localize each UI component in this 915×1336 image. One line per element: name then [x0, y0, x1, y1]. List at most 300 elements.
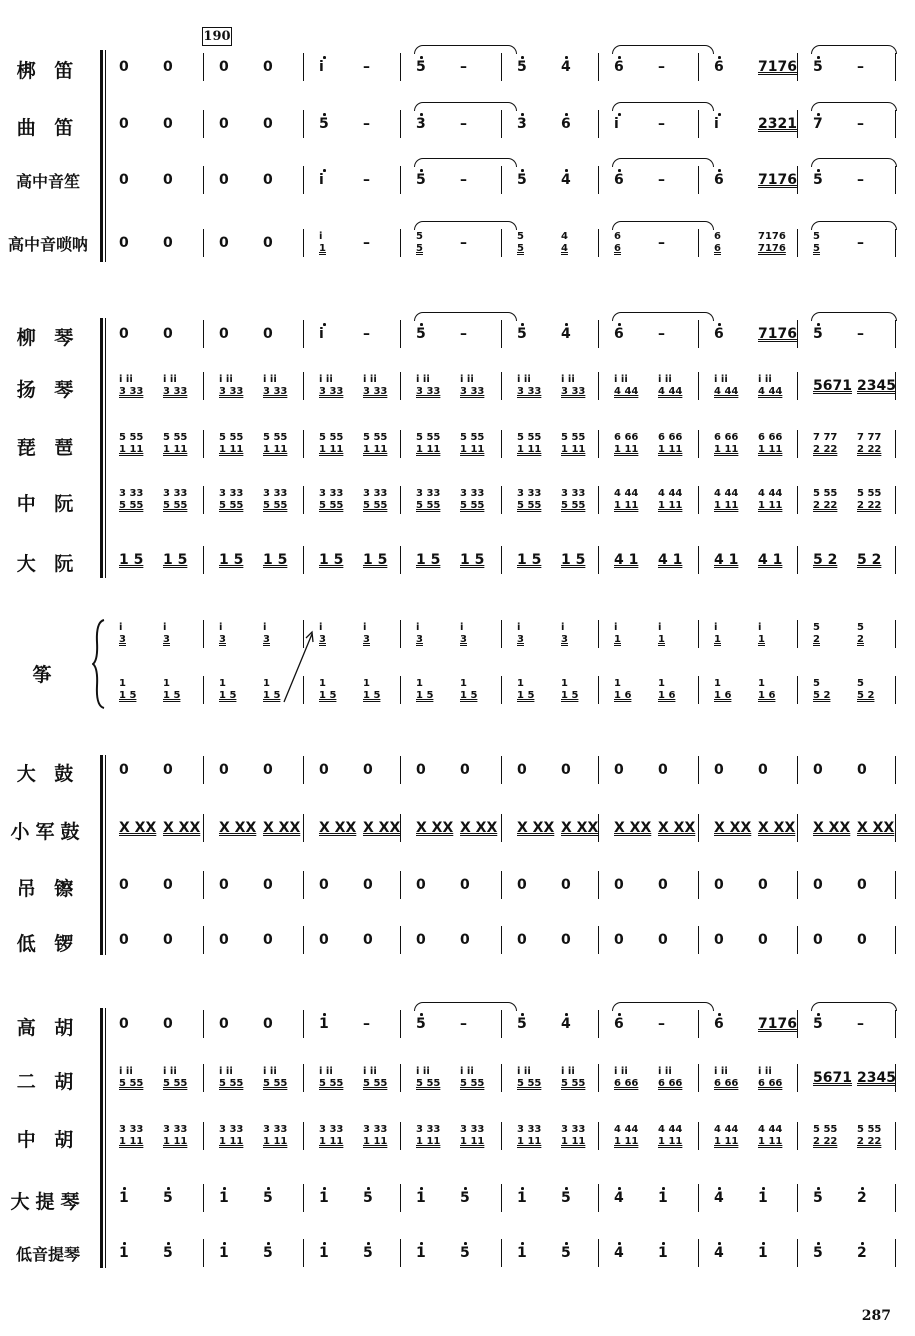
diluo-m5-b1-note: 0	[658, 932, 668, 948]
daruan-m5-b0-note: 4 1	[614, 552, 639, 568]
zheng_top-m3-b0-upper: i	[416, 622, 420, 633]
sheng-m4-b0-note: 5	[517, 172, 527, 188]
zheng_bot-m1-b1-lower: 1 5	[263, 690, 281, 701]
liuqin-m4-b0-octave-dot	[521, 323, 524, 326]
erhu-m4-b1-upper: i ii	[561, 1066, 575, 1077]
sheng-m5-b1-note: –	[658, 172, 665, 188]
zhonghu-m7-b1-lower: 2 22	[857, 1136, 882, 1147]
zhonghu-m2-b0-lower: 1 11	[319, 1136, 344, 1147]
datiqin-m5-b0-octave-dot	[618, 1187, 621, 1190]
zheng_top-m2-b0-upper: i	[319, 622, 323, 633]
barline	[203, 166, 204, 194]
liuqin-m5-b0-note: 6	[614, 326, 624, 342]
yangqin-m7-b0-note: 5671	[813, 378, 852, 394]
barline	[303, 486, 304, 514]
gaohu-m5-b0-note: 6	[614, 1016, 624, 1032]
barline	[797, 320, 798, 348]
daruan-m6-b0-note: 4 1	[714, 552, 739, 568]
barline	[501, 676, 502, 704]
gaohu-m4-b0-note: 5	[517, 1016, 527, 1032]
barline	[203, 926, 204, 954]
qudi-m6-b0-octave-dot	[718, 113, 721, 116]
barline	[598, 1010, 599, 1038]
diyintiqin-m3-b1-octave-dot	[464, 1242, 467, 1245]
diyintiqin-m5-b1-octave-dot	[662, 1242, 665, 1245]
datiqin-m4-b0-octave-dot	[521, 1187, 524, 1190]
zhongruan-m6-b0-upper: 4 44	[714, 488, 739, 499]
gaohu-m3-b0-note: 5	[416, 1016, 426, 1032]
barline	[797, 53, 798, 81]
barline	[698, 372, 699, 400]
barline	[501, 1010, 502, 1038]
barline	[303, 229, 304, 257]
bangdi-m3-b0-note: 5	[416, 59, 426, 75]
diluo-m7-b0-note: 0	[813, 932, 823, 948]
tie-slur	[612, 158, 714, 167]
erhu-m5-b0-upper: i ii	[614, 1066, 628, 1077]
diluo-m1-b1-note: 0	[263, 932, 273, 948]
erhu-m1-b0-lower: 5 55	[219, 1078, 244, 1089]
dagu-m4-b0-note: 0	[517, 762, 527, 778]
yangqin-m4-b1-upper: i ii	[561, 374, 575, 385]
xiaojungu-m2-b0-note: X XX	[319, 820, 357, 836]
bangdi-m2-b0-note: i	[319, 59, 324, 75]
barline	[797, 229, 798, 257]
erhu-m5-b1-lower: 6 66	[658, 1078, 683, 1089]
barline	[400, 756, 401, 784]
datiqin-m6-b1-octave-dot	[762, 1187, 765, 1190]
barline	[895, 229, 896, 257]
liuqin-m7-b0-octave-dot	[817, 323, 820, 326]
zheng_bot-m5-b1-lower: 1 6	[658, 690, 676, 701]
bangdi-m4-b1-octave-dot	[565, 56, 568, 59]
gaohu-m2-b0-octave-dot	[323, 1013, 326, 1016]
barline	[203, 110, 204, 138]
erhu-m3-b1-lower: 5 55	[460, 1078, 485, 1089]
barline	[400, 430, 401, 458]
zhongruan-m1-b0-upper: 3 33	[219, 488, 244, 499]
glissando-arrow	[280, 628, 320, 708]
sheng-m7-b0-octave-dot	[817, 169, 820, 172]
barline	[895, 756, 896, 784]
bangdi-m1-b1-note: 0	[263, 59, 273, 75]
bangdi-m7-b1-note: –	[857, 59, 864, 75]
yangqin-m3-b0-upper: i ii	[416, 374, 430, 385]
yangqin-m2-b0-lower: 3 33	[319, 386, 344, 397]
pipa-m4-b0-upper: 5 55	[517, 432, 542, 443]
gaohu-m7-b1-note: –	[857, 1016, 864, 1032]
sheng-m0-b0-note: 0	[119, 172, 129, 188]
instrument-label-gaohu: 高 胡	[16, 1017, 80, 1039]
yangqin-m3-b1-lower: 3 33	[460, 386, 485, 397]
pipa-m5-b0-lower: 1 11	[614, 444, 639, 455]
qudi-m1-b0-note: 0	[219, 116, 229, 132]
qudi-m1-b1-note: 0	[263, 116, 273, 132]
zhongruan-m3-b1-upper: 3 33	[460, 488, 485, 499]
qudi-m4-b1-note: 6	[561, 116, 571, 132]
instrument-label-diaocha: 吊 镲	[16, 878, 80, 900]
zhongruan-m4-b1-lower: 5 55	[561, 500, 586, 511]
zheng_bot-m7-b0-upper: 5	[813, 678, 820, 689]
diaocha-m3-b1-note: 0	[460, 877, 470, 893]
barline	[598, 756, 599, 784]
diluo-m1-b0-note: 0	[219, 932, 229, 948]
sheng-m4-b1-note: 4	[561, 172, 571, 188]
diaocha-m5-b0-note: 0	[614, 877, 624, 893]
daruan-m2-b1-note: 1 5	[363, 552, 388, 568]
suona-m5-b0-lower: 6	[614, 243, 621, 254]
zheng_top-m4-b0-upper: i	[517, 622, 521, 633]
zheng_top-m5-b0-lower: 1	[614, 634, 621, 645]
zheng_top-m6-b1-lower: 1	[758, 634, 765, 645]
barline	[797, 1239, 798, 1267]
instrument-label-erhu: 二 胡	[16, 1071, 80, 1093]
tie-slur	[811, 221, 897, 230]
gaohu-m7-b0-octave-dot	[817, 1013, 820, 1016]
erhu-m3-b0-lower: 5 55	[416, 1078, 441, 1089]
diyintiqin-m2-b0-note: 1	[319, 1245, 329, 1261]
barline	[698, 620, 699, 648]
zhonghu-m3-b1-upper: 3 33	[460, 1124, 485, 1135]
qudi-m7-b0-note: 7	[813, 116, 823, 132]
diyintiqin-m1-b1-octave-dot	[267, 1242, 270, 1245]
diaocha-m4-b0-note: 0	[517, 877, 527, 893]
barline	[698, 871, 699, 899]
sheng-m3-b1-note: –	[460, 172, 467, 188]
barline	[598, 110, 599, 138]
barline	[895, 1122, 896, 1150]
pipa-m3-b1-lower: 1 11	[460, 444, 485, 455]
zheng_bot-m1-b1-upper: 1	[263, 678, 270, 689]
qudi-m2-b0-note: 5	[319, 116, 329, 132]
dagu-m3-b1-note: 0	[460, 762, 470, 778]
barline	[501, 620, 502, 648]
barline	[598, 620, 599, 648]
barline	[400, 320, 401, 348]
bangdi-m5-b1-note: –	[658, 59, 665, 75]
barline	[400, 1122, 401, 1150]
barline	[203, 620, 204, 648]
barline	[895, 676, 896, 704]
datiqin-m1-b0-octave-dot	[223, 1187, 226, 1190]
instrument-label-bangdi: 梆 笛	[16, 60, 80, 82]
barline	[400, 166, 401, 194]
zheng_bot-m4-b0-upper: 1	[517, 678, 524, 689]
zheng_top-m7-b1-upper: 5	[857, 622, 864, 633]
diaocha-m7-b0-note: 0	[813, 877, 823, 893]
erhu-m0-b0-lower: 5 55	[119, 1078, 144, 1089]
zheng_bot-m4-b1-lower: 1 5	[561, 690, 579, 701]
page-number: 287	[861, 1308, 891, 1324]
xiaojungu-m3-b0-note: X XX	[416, 820, 454, 836]
barline	[797, 430, 798, 458]
diaocha-m6-b0-note: 0	[714, 877, 724, 893]
barline	[598, 320, 599, 348]
yangqin-m4-b0-lower: 3 33	[517, 386, 542, 397]
barline	[203, 372, 204, 400]
suona-m0-b0-note: 0	[119, 235, 129, 251]
instrument-label-xiaojungu: 小军鼓	[10, 821, 86, 843]
yangqin-m3-b1-upper: i ii	[460, 374, 474, 385]
liuqin-m3-b0-octave-dot	[420, 323, 423, 326]
zheng_bot-m5-b1-upper: 1	[658, 678, 665, 689]
datiqin-m5-b1-octave-dot	[662, 1187, 665, 1190]
zhongruan-m0-b0-upper: 3 33	[119, 488, 144, 499]
barline	[203, 546, 204, 574]
erhu-m0-b0-upper: i ii	[119, 1066, 133, 1077]
gaohu-m4-b0-octave-dot	[521, 1013, 524, 1016]
barline	[698, 1184, 699, 1212]
zhonghu-m1-b1-upper: 3 33	[263, 1124, 288, 1135]
barline	[895, 1184, 896, 1212]
zheng_bot-m7-b1-upper: 5	[857, 678, 864, 689]
diyintiqin-m6-b0-note: 4	[714, 1245, 724, 1261]
datiqin-m3-b0-octave-dot	[420, 1187, 423, 1190]
zhonghu-m7-b0-lower: 2 22	[813, 1136, 838, 1147]
barline	[895, 926, 896, 954]
barline	[895, 430, 896, 458]
liuqin-m6-b0-octave-dot	[718, 323, 721, 326]
yangqin-m2-b1-lower: 3 33	[363, 386, 388, 397]
barline	[598, 1064, 599, 1092]
barline	[698, 53, 699, 81]
instrument-label-yangqin: 扬 琴	[16, 379, 80, 401]
barline	[203, 430, 204, 458]
erhu-m1-b0-upper: i ii	[219, 1066, 233, 1077]
zheng_bot-m0-b0-lower: 1 5	[119, 690, 137, 701]
instrument-label-daruan: 大 阮	[16, 553, 80, 575]
qudi-m2-b0-octave-dot	[323, 113, 326, 116]
tie-slur	[414, 102, 517, 111]
suona-m5-b0-upper: 6	[614, 231, 621, 242]
diaocha-m2-b1-note: 0	[363, 877, 373, 893]
zheng_bot-m3-b0-lower: 1 5	[416, 690, 434, 701]
tie-slur	[612, 1002, 714, 1011]
zhongruan-m7-b1-upper: 5 55	[857, 488, 882, 499]
zhonghu-m5-b1-lower: 1 11	[658, 1136, 683, 1147]
barline	[303, 1184, 304, 1212]
barline	[501, 320, 502, 348]
instrument-label-liuqin: 柳 琴	[16, 327, 80, 349]
suona-m7-b0-upper: 5	[813, 231, 820, 242]
dagu-m4-b1-note: 0	[561, 762, 571, 778]
dagu-m7-b1-note: 0	[857, 762, 867, 778]
gaohu-m1-b1-note: 0	[263, 1016, 273, 1032]
liuqin-m4-b1-note: 4	[561, 326, 571, 342]
bangdi-m3-b0-octave-dot	[420, 56, 423, 59]
barline	[303, 372, 304, 400]
pipa-m7-b0-upper: 7 77	[813, 432, 838, 443]
barline	[501, 372, 502, 400]
datiqin-m1-b1-note: 5	[263, 1190, 273, 1206]
diyintiqin-m3-b0-note: 1	[416, 1245, 426, 1261]
liuqin-m0-b1-note: 0	[163, 326, 173, 342]
sheng-m2-b0-note: i	[319, 172, 324, 188]
xiaojungu-m2-b1-note: X XX	[363, 820, 401, 836]
erhu-m3-b1-upper: i ii	[460, 1066, 474, 1077]
pipa-m6-b0-lower: 1 11	[714, 444, 739, 455]
sheng-m4-b0-octave-dot	[521, 169, 524, 172]
zhongruan-m0-b1-upper: 3 33	[163, 488, 188, 499]
daruan-m1-b0-note: 1 5	[219, 552, 244, 568]
zhonghu-m7-b1-upper: 5 55	[857, 1124, 882, 1135]
datiqin-m1-b0-note: 1	[219, 1190, 229, 1206]
bangdi-m7-b0-note: 5	[813, 59, 823, 75]
tie-slur	[612, 45, 714, 54]
zhonghu-m0-b0-lower: 1 11	[119, 1136, 144, 1147]
barline	[895, 53, 896, 81]
erhu-m6-b1-upper: i ii	[758, 1066, 772, 1077]
zheng_top-m7-b1-lower: 2	[857, 634, 864, 645]
daruan-m2-b0-note: 1 5	[319, 552, 344, 568]
bangdi-m4-b0-note: 5	[517, 59, 527, 75]
barline	[598, 926, 599, 954]
diaocha-m0-b0-note: 0	[119, 877, 129, 893]
barline	[598, 430, 599, 458]
xiaojungu-m0-b1-note: X XX	[163, 820, 201, 836]
zhonghu-m3-b0-upper: 3 33	[416, 1124, 441, 1135]
barline	[303, 110, 304, 138]
barline	[598, 486, 599, 514]
datiqin-m6-b1-note: 1	[758, 1190, 768, 1206]
liuqin-m2-b0-octave-dot	[323, 323, 326, 326]
zhongruan-m3-b0-lower: 5 55	[416, 500, 441, 511]
instrument-label-diyintiqin: 低音提琴	[15, 1245, 80, 1264]
barline	[598, 372, 599, 400]
rehearsal-mark: 190	[203, 29, 231, 44]
barline	[203, 1184, 204, 1212]
dagu-m5-b0-note: 0	[614, 762, 624, 778]
barline	[303, 166, 304, 194]
liuqin-m3-b1-note: –	[460, 326, 467, 342]
zhonghu-m4-b0-lower: 1 11	[517, 1136, 542, 1147]
barline	[598, 229, 599, 257]
system-bracket-thin	[105, 755, 106, 955]
daruan-m7-b0-note: 5 2	[813, 552, 838, 568]
sheng-m6-b0-note: 6	[714, 172, 724, 188]
zheng_bot-m6-b0-upper: 1	[714, 678, 721, 689]
datiqin-m3-b0-note: 1	[416, 1190, 426, 1206]
qudi-m5-b0-octave-dot	[618, 113, 621, 116]
barline	[203, 676, 204, 704]
zhonghu-m1-b1-lower: 1 11	[263, 1136, 288, 1147]
bangdi-m4-b0-octave-dot	[521, 56, 524, 59]
daruan-m4-b1-note: 1 5	[561, 552, 586, 568]
gaohu-m7-b0-note: 5	[813, 1016, 823, 1032]
pipa-m2-b0-upper: 5 55	[319, 432, 344, 443]
tie-slur	[414, 312, 517, 321]
tie-slur	[612, 102, 714, 111]
diluo-m6-b0-note: 0	[714, 932, 724, 948]
barline	[501, 926, 502, 954]
barline	[501, 1184, 502, 1212]
pipa-m0-b1-upper: 5 55	[163, 432, 188, 443]
diluo-m0-b1-note: 0	[163, 932, 173, 948]
barline	[400, 1239, 401, 1267]
barline	[797, 756, 798, 784]
gaohu-m4-b1-note: 4	[561, 1016, 571, 1032]
yangqin-m7-b1-note: 2345	[857, 378, 896, 394]
yangqin-m4-b0-upper: i ii	[517, 374, 531, 385]
zhongruan-m1-b0-lower: 5 55	[219, 500, 244, 511]
barline	[698, 1122, 699, 1150]
suona-m2-b1-note: –	[363, 235, 370, 251]
zhongruan-m0-b0-lower: 5 55	[119, 500, 144, 511]
pipa-m6-b0-upper: 6 66	[714, 432, 739, 443]
tie-slur	[414, 158, 517, 167]
zheng-brace	[92, 618, 106, 710]
bangdi-m7-b0-octave-dot	[817, 56, 820, 59]
sheng-m2-b0-octave-dot	[323, 169, 326, 172]
system-bracket-thin	[105, 1008, 106, 1268]
yangqin-m6-b0-upper: i ii	[714, 374, 728, 385]
pipa-m2-b1-upper: 5 55	[363, 432, 388, 443]
liuqin-m1-b1-note: 0	[263, 326, 273, 342]
zheng_bot-m3-b1-upper: 1	[460, 678, 467, 689]
pipa-m1-b1-lower: 1 11	[263, 444, 288, 455]
diluo-m4-b1-note: 0	[561, 932, 571, 948]
zheng_top-m5-b1-lower: 1	[658, 634, 665, 645]
yangqin-m3-b0-lower: 3 33	[416, 386, 441, 397]
instrument-label-qudi: 曲 笛	[16, 117, 80, 139]
zhongruan-m7-b0-upper: 5 55	[813, 488, 838, 499]
barline	[203, 756, 204, 784]
yangqin-m0-b1-lower: 3 33	[163, 386, 188, 397]
gaohu-m0-b0-note: 0	[119, 1016, 129, 1032]
barline	[895, 320, 896, 348]
suona-m0-b1-note: 0	[163, 235, 173, 251]
zhongruan-m5-b0-lower: 1 11	[614, 500, 639, 511]
barline	[501, 1064, 502, 1092]
system-bracket-thin	[105, 50, 106, 262]
yangqin-m5-b1-lower: 4 44	[658, 386, 683, 397]
yangqin-m6-b0-lower: 4 44	[714, 386, 739, 397]
diyintiqin-m7-b0-octave-dot	[817, 1242, 820, 1245]
barline	[501, 546, 502, 574]
barline	[400, 1064, 401, 1092]
qudi-m0-b0-note: 0	[119, 116, 129, 132]
suona-m1-b0-note: 0	[219, 235, 229, 251]
bangdi-m6-b0-note: 6	[714, 59, 724, 75]
zheng_top-m3-b0-lower: 3	[416, 634, 423, 645]
tie-slur	[612, 221, 714, 230]
instrument-label-dagu: 大 鼓	[16, 763, 80, 785]
barline	[303, 1122, 304, 1150]
sheng-m3-b0-note: 5	[416, 172, 426, 188]
yangqin-m5-b0-upper: i ii	[614, 374, 628, 385]
barline	[698, 546, 699, 574]
pipa-m1-b0-lower: 1 11	[219, 444, 244, 455]
diaocha-m3-b0-note: 0	[416, 877, 426, 893]
diaocha-m7-b1-note: 0	[857, 877, 867, 893]
zheng_top-m7-b0-lower: 2	[813, 634, 820, 645]
barline	[895, 814, 896, 842]
yangqin-m6-b1-upper: i ii	[758, 374, 772, 385]
pipa-m3-b0-upper: 5 55	[416, 432, 441, 443]
barline	[895, 1239, 896, 1267]
zheng_bot-m6-b0-lower: 1 6	[714, 690, 732, 701]
barline	[203, 1239, 204, 1267]
instrument-label-suona: 高中音唢呐	[7, 235, 88, 254]
zhongruan-m0-b1-lower: 5 55	[163, 500, 188, 511]
erhu-m4-b0-lower: 5 55	[517, 1078, 542, 1089]
barline	[797, 166, 798, 194]
diyintiqin-m7-b0-note: 5	[813, 1245, 823, 1261]
suona-m2-b0-lower: 1	[319, 243, 326, 254]
zheng_top-m1-b0-upper: i	[219, 622, 223, 633]
diyintiqin-m0-b1-note: 5	[163, 1245, 173, 1261]
zhongruan-m2-b0-upper: 3 33	[319, 488, 344, 499]
